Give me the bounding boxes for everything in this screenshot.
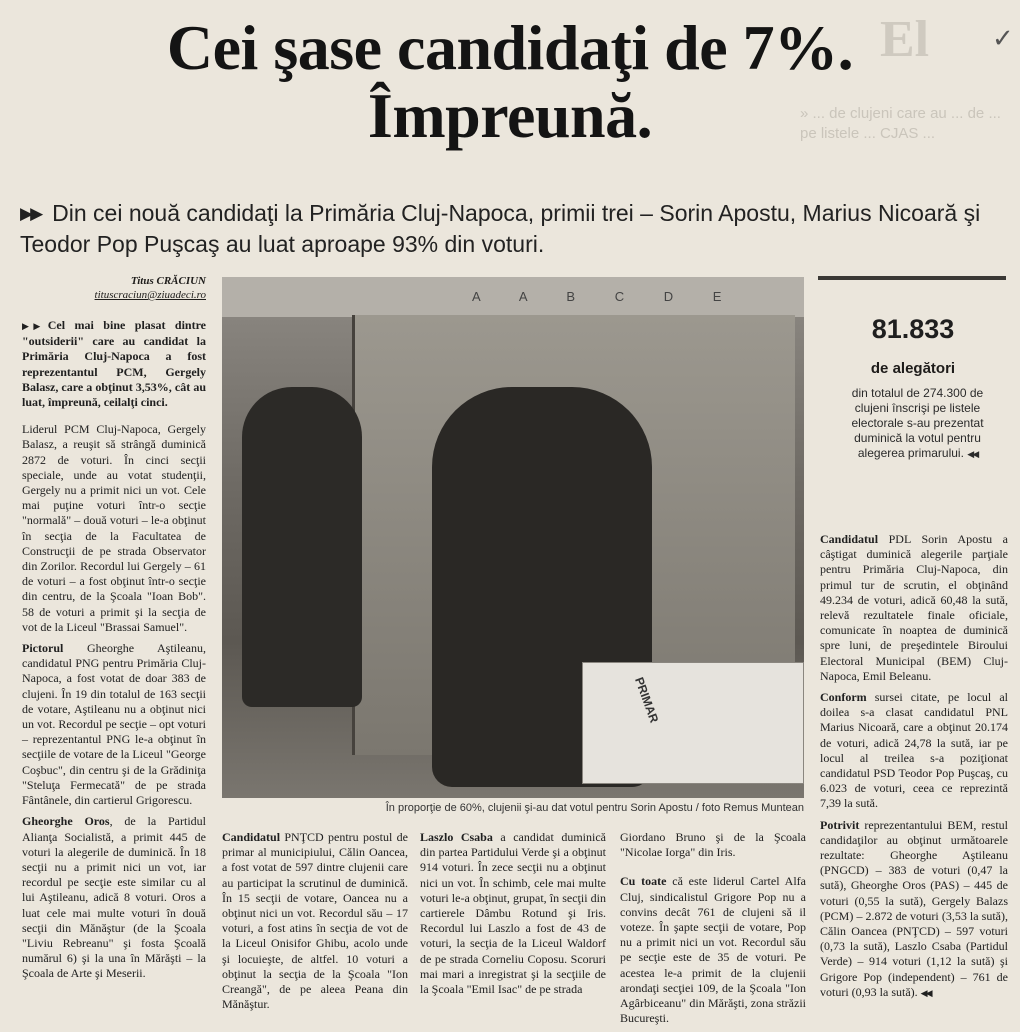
article-photo [222, 277, 804, 798]
author-email[interactable]: tituscraciun@ziuadeci.ro [94, 289, 206, 301]
deck [20, 198, 1010, 260]
lead-paragraph: Cel mai bine plasat dintre "outsiderii" care au candidat la Primăria Cluj-Napoca a fost reprezentantul PCM, Gergely Balasz, care a obţinut 3,53%, cât au luat, împreună, ceilalţi cinci. [22, 318, 207, 410]
voter-count: 81.833 [871, 314, 955, 344]
column-3 [420, 830, 606, 1003]
deck-text: Din cei nouă candidaţi la Primăria Cluj-Napoca, primii trei – Sorin Apostu, Marius Nicoară şi Teodor Pop Puşcaş au luat aproape 93% din voturi. [20, 200, 981, 257]
sidebar-rule [818, 276, 1006, 280]
byline [22, 274, 206, 302]
column-4 [620, 830, 806, 1032]
paragraph: Candidatul PDL Sorin Apostu a câştigat duminică alegerile parţiale pentru Primăria Cluj-Napoca, din primul tur de scrutin, el obţinând 49.234 de voturi, adică 60,48 la sută, relevă rezultatele finale oficiale, comunicate în noaptea de duminică spre luni, de preşedintele Biroului Electoral Municipal (BEM) Cluj-Napoca, Emil Beleanu. [820, 532, 1008, 683]
pen-mark-icon: ✓ [992, 24, 1014, 54]
double-arrow-icon: ▶▶ [20, 204, 41, 223]
end-arrow-icon: ◀◀ [967, 449, 978, 459]
ballot-box-label: PRIMAR [631, 675, 662, 725]
background-ghost-title: El [880, 11, 930, 68]
paragraph: Liderul PCM Cluj-Napoca, Gergely Balasz, a reuşit să strângă duminică 2872 de voturi. În cinci secţii speciale, unde au votat studenţii, Gergely nu a primit nici un vot. Cele mai puţine voturi într-o secţie "normală" – două voturi – le-a obţinut în secţia de la Facultatea de Construcţii de pe strada Observator din Zorilor. Recordul lui Gergely – 61 de voturi – a fost obţinut într-o secţie din centru, de la Şcoala "Ioan Bob". 58 de voturi a primit şi la secţia de vot de la Liceul "Brassai Samuel". [22, 422, 206, 634]
background-ghost-text: » ... de clujeni care au ... de ... pe listele ... CJAS ... [800, 105, 1001, 142]
column-1 [22, 318, 206, 988]
voter-count-label: de alegători [870, 360, 956, 377]
paragraph: Giordano Bruno şi de la Şcoala "Nicolae Iorga" din Iris. [620, 830, 806, 860]
headline-line-1: Cei şase candidaţi de 7%. [166, 12, 854, 83]
photo-caption: În proporţie de 60%, clujenii şi-au dat votul pentru Sorin Apostu / foto Remus Muntean [385, 802, 804, 814]
author-name: Titus CRĂCIUN [130, 275, 206, 287]
double-arrow-icon: ▶▶ [22, 321, 45, 331]
paragraph: Laszlo Csaba a candidat duminică din partea Partidului Verde şi a obţinut 914 voturi. În zece secţii nu a obţinut nici un vot. În schimb, cele mai multe voturi le-a obţinut, grupat, în secţii din cartierele Dâmbu Rotund şi Iris. Recordul lui Laszlo a fost de 43 de voturi, la secţia de la Liceul Waldorf de pe strada Corneliu Coposu. Scoruri mai mari a inregistrat şi la secţiile de la Şcoala "Emil Isac" de pe strada [420, 830, 606, 997]
column-2 [222, 830, 408, 1018]
photo-board-letters: A A B C D E [472, 289, 740, 304]
column-5 [820, 532, 1008, 1007]
paragraph: Conform sursei citate, pe locul al doilea s-a clasat candidatul PNL Marius Nicoară, care a obţinut 20.174 de voturi, adică 24,78 la sută, iar pe locul al treilea s-a poziţionat candidatul PSD Teodor Pop Puşcaş, cu 6.023 de voturi, ceea ce reprezintă 7,39 la sută. [820, 690, 1008, 811]
paragraph: Pictorul Gheorghe Aştileanu, candidatul PNG pentru Primăria Cluj-Napoca, a fost votat de doar 383 de clujeni. În 19 din totalul de 163 secţii de votare, Aştileanu nu a obţinut nici un vot. Recordul pe secţie – opt voturi – reprezentantul PNG le-a obţinut în secţiile de votare de la Liceul "George Coşbuc", din centru şi de la Grădiniţa "Steluţa Fermecată" de pe strada Fântânele, din cartierul Grigorescu. [22, 641, 206, 808]
headline-line-2: Împreună. [367, 80, 653, 151]
headline [0, 14, 1020, 150]
paragraph: Candidatul PNŢCD pentru postul de primar al municipiului, Călin Oancea, a fost votat de 597 dintre clujenii care au participat la scrutinul de duminică. În 15 secţii de votare, Oancea nu a obţinut nici un vot. Recordul său – 17 voturi, a fost atins în secţia de vot de la Liceul Onisifor Ghibu, acolo unde şi locuieşte, de altfel. 10 voturi a obţinut la secţia de la Şcoala "Ion Creangă", de pe aleea Peana din Mănăştur. [222, 830, 408, 1012]
end-arrow-icon: ◀◀ [920, 987, 931, 998]
paragraph: Gheorghe Oros, de la Partidul Alianţa Socialistă, a primit 445 de voturi la alegerile de duminică. În 18 secţii nu a primit nici un vot, iar recordul pe secţie este similar cu al lui Aştileanu, adică 8 voturi. Oros a luat cele mai multe voturi în două secţii din Mănăştur (de la Şcoala "Liviu Rebreanu" şi fosta Şcoală numărul 6) şi la una în Mărăşti – la Şcoala de Arte şi Meserii. [22, 814, 207, 981]
photo-person [242, 387, 362, 707]
paragraph: Cu toate că este liderul Cartel Alfa Cluj, sindicalistul Grigore Pop nu a convins decât 761 de clujeni să il voteze. În şapte secţii de votare, Pop nu a primit nici un vot. Recordul său pe secţie este de 35 de voturi. Pe acestea le-a primit de la clujenii arondaţi secţiei 109, de la Şcoala "Ion Agârbiceanu" din Mărăşti, zona străzii Bucureşti. [620, 874, 806, 1026]
paragraph: Potrivit reprezentantului BEM, restul candidaţilor au obţinut următoarele rezultate: Gheorghe Aştileanu (PNGCD) – 383 de voturi (0,47 la sută), Gheorghe Oros (PAS) – 445 de voturi (0,55 la sută), Gergely Balazs (PCM) – 2.872 de voturi (3,53 la sută), Călin Oancea (PNŢCD) – 597 voturi (0,73 la sută), Laszlo Csaba (Partidul Verde) – 914 voturi (1,12 la sută) şi Grigore Pop (independent) – 761 de voturi (0,93 la sută). ◀◀ [820, 817, 1008, 999]
ballot-box [582, 662, 804, 784]
voter-count-text: din totalul de 274.300 de clujeni înscrişi pe listele electorale s-au prezentat duminică la votul pentru alegerea primarului. ◀◀ [851, 386, 984, 460]
